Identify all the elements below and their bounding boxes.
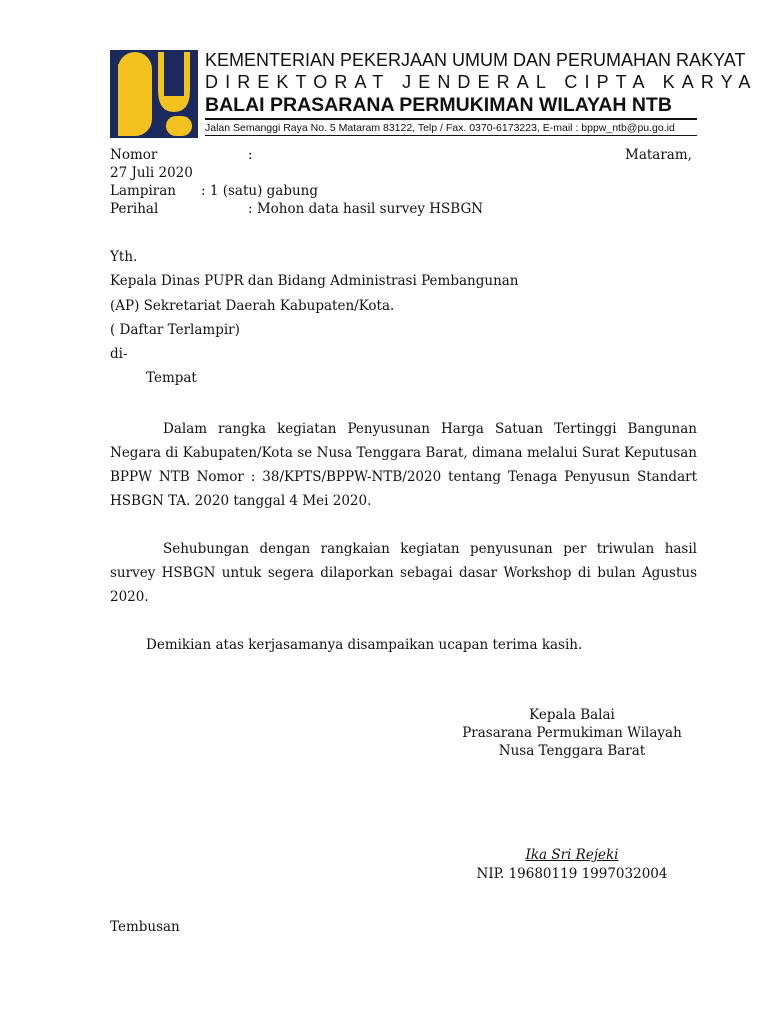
directorate-name: DIREKTORAT JENDERAL CIPTA KARYA	[205, 72, 758, 92]
office-address: Jalan Semanggi Raya No. 5 Mataram 83122, Telp / Fax. 0370-6173223, E-mail : bppw_ntb@pu.go.id	[205, 122, 675, 134]
nomor-colon: :	[248, 147, 253, 163]
tembusan-label: Tembusan	[110, 919, 180, 935]
recipient-line-3: ( Daftar Terlampir)	[110, 322, 240, 338]
letter-place: Mataram,	[625, 147, 692, 163]
signer-name: Ika Sri Rejeki	[525, 847, 619, 863]
lampiran-label: Lampiran	[110, 183, 176, 199]
body-paragraph-2: Sehubungan dengan rangkaian kegiatan penyusunan per triwulan hasil survey HSBGN untuk segera dilaporkan sebagai dasar Workshop di bulan Agustus 2020.	[110, 541, 697, 605]
recipient-line-5: Tempat	[146, 370, 197, 386]
perihal-label: Perihal	[110, 201, 159, 217]
perihal-value: : Mohon data hasil survey HSBGN	[248, 201, 484, 217]
lampiran-value: : 1 (satu) gabung	[201, 183, 319, 199]
ministry-name: KEMENTERIAN PEKERJAAN UMUM DAN PERUMAHAN RAKYAT	[205, 50, 746, 70]
letterhead-rule-bottom	[205, 135, 697, 136]
nomor-label: Nomor	[110, 147, 158, 163]
signer-name-wrap	[452, 847, 692, 863]
body-paragraph-3: Demikian atas kerjasamanya disampaikan ucapan terima kasih.	[146, 637, 583, 653]
letter-date: 27 Juli 2020	[110, 165, 193, 181]
body-paragraph-1: Dalam rangka kegiatan Penyusunan Harga Satuan Tertinggi Bangunan Negara di Kabupaten/Kota se Nusa Tenggara Barat, dimana melalui Surat Keputusan BPPW NTB Nomor : 38/KPTS/BPPW-NTB/2020 tentang Tenaga Penyusun Standart HSBGN TA. 2020 tanggal 4 Mei 2020.	[110, 421, 697, 509]
letterhead-rule-top	[205, 118, 697, 120]
signer-nip: NIP. 19680119 1997032004	[476, 866, 668, 882]
signature-title-3: Nusa Tenggara Barat	[498, 743, 646, 759]
recipient-line-2: (AP) Sekretariat Daerah Kabupaten/Kota.	[110, 298, 395, 314]
signature-title-1: Kepala Balai	[529, 707, 615, 723]
recipient-line-1: Kepala Dinas PUPR dan Bidang Administrasi Pembangunan	[110, 273, 519, 289]
signature-title-2: Prasarana Permukiman Wilayah	[462, 725, 682, 741]
recipient-line-4: di-	[110, 346, 128, 362]
pupr-logo-icon	[110, 50, 198, 138]
salutation: Yth.	[110, 249, 138, 265]
office-name: BALAI PRASARANA PERMUKIMAN WILAYAH NTB	[205, 94, 672, 116]
